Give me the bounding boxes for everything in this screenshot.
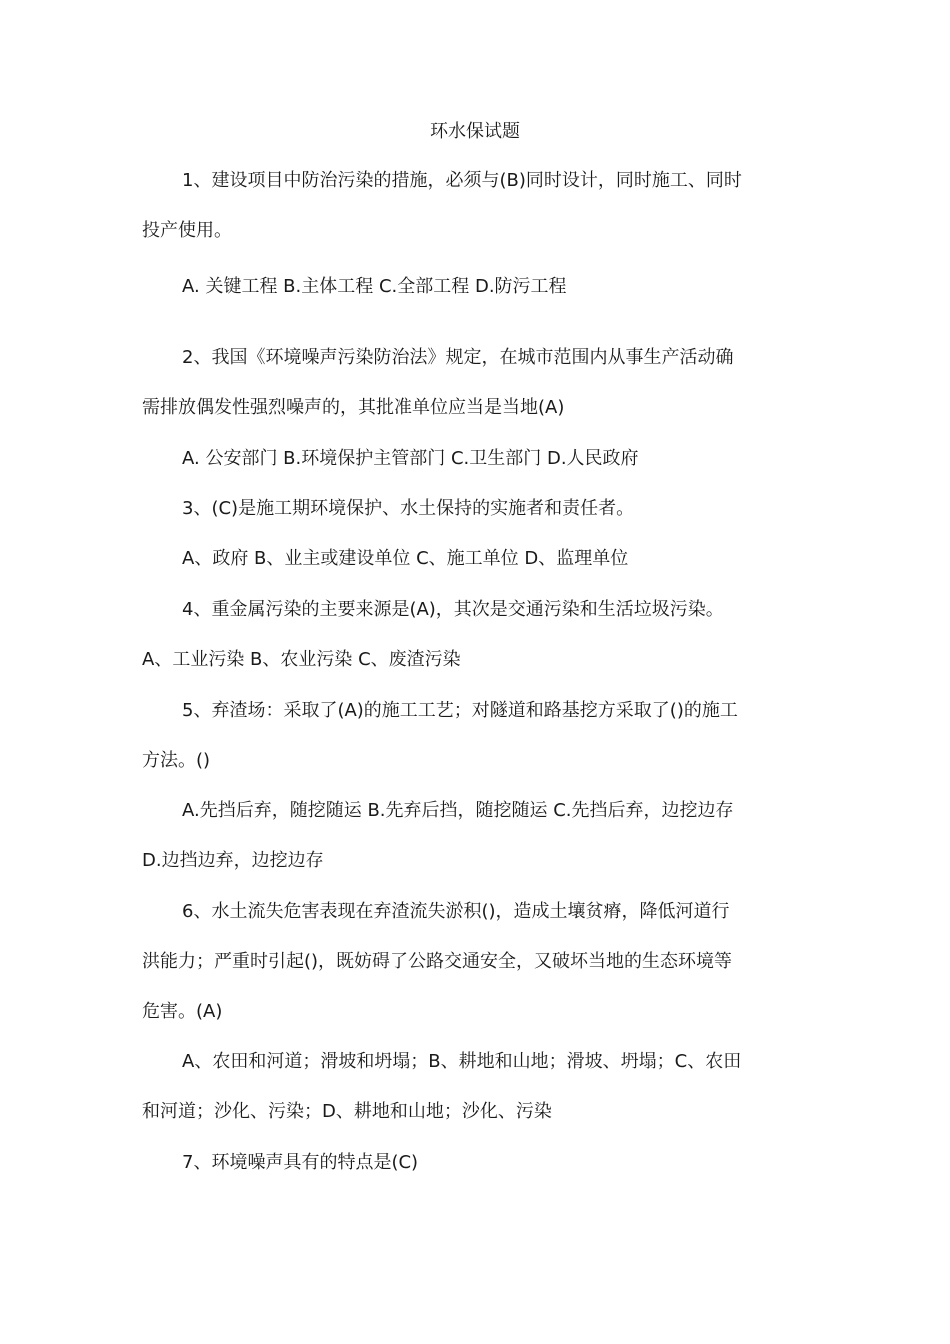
question-3-line-1: 3、(C)是施工期环境保护、水土保持的实施者和责任者。 — [182, 498, 635, 519]
question-1-line-1: 1、建设项目中防治污染的措施，必须与(B)同时设计，同时施工、同时 — [182, 170, 742, 191]
question-5-line-1: 5、弃渣场：采取了(A)的施工工艺；对隧道和路基挖方采取了()的施工 — [182, 700, 738, 721]
question-7-line-1: 7、环境噪声具有的特点是(C) — [182, 1152, 419, 1173]
question-6-options-line-2: 和河道；沙化、污染；D、耕地和山地；沙化、污染 — [142, 1101, 552, 1122]
question-1-options: A. 关键工程 B.主体工程 C.全部工程 D.防污工程 — [182, 276, 567, 297]
question-5-line-2: 方法。() — [142, 750, 211, 771]
question-5-options-line-2: D.边挡边弃，边挖边存 — [142, 850, 324, 871]
question-6-line-1: 6、水土流失危害表现在弃渣流失淤积()，造成土壤贫瘠，降低河道行 — [182, 901, 730, 922]
question-4-line-1: 4、重金属污染的主要来源是(A)，其次是交通污染和生活垃圾污染。 — [182, 599, 724, 620]
question-1-line-2: 投产使用。 — [142, 220, 232, 241]
document-title: 环水保试题 — [430, 121, 520, 142]
question-2-line-1: 2、我国《环境噪声污染防治法》规定，在城市范围内从事生产活动确 — [182, 347, 734, 368]
question-2-options: A. 公安部门 B.环境保护主管部门 C.卫生部门 D.人民政府 — [182, 448, 639, 469]
question-6-line-2: 洪能力；严重时引起()，既妨碍了公路交通安全，又破坏当地的生态环境等 — [142, 951, 733, 972]
question-6-line-3: 危害。(A) — [142, 1001, 223, 1022]
question-4-options: A、工业污染 B、农业污染 C、废渣污染 — [142, 649, 461, 670]
question-5-options-line-1: A.先挡后弃，随挖随运 B.先弃后挡，随挖随运 C.先挡后弃，边挖边存 — [182, 800, 734, 821]
question-6-options-line-1: A、农田和河道；滑坡和坍塌；B、耕地和山地；滑坡、坍塌；C、农田 — [182, 1051, 742, 1072]
question-3-options: A、政府 B、业主或建设单位 C、施工单位 D、监理单位 — [182, 548, 629, 569]
question-2-line-2: 需排放偶发性强烈噪声的，其批准单位应当是当地(A) — [142, 397, 565, 418]
